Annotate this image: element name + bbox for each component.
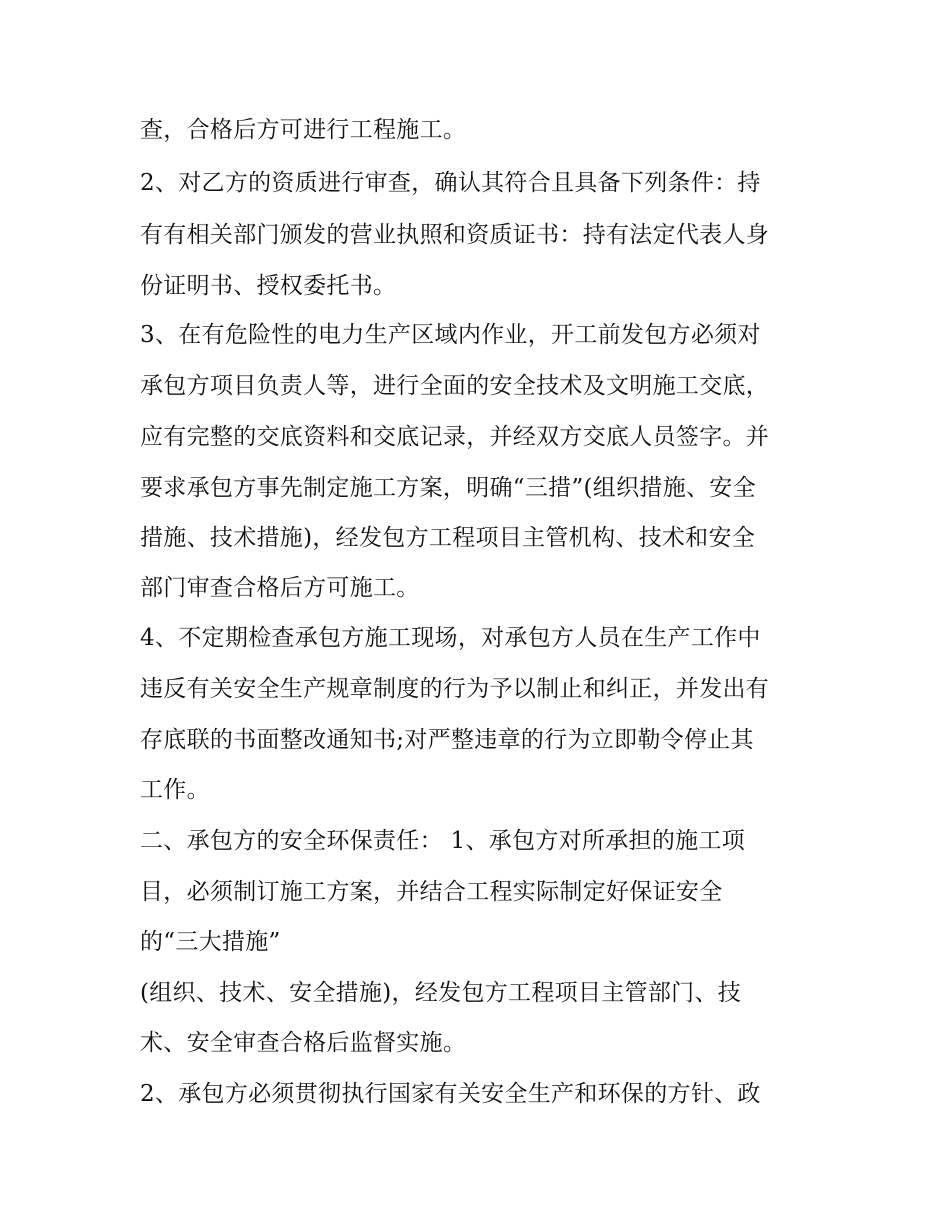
text-line: 措施、技术措施)，经发包方工程项目主管机构、技术和安全 <box>140 525 756 551</box>
text-line: 查，合格后方可进行工程施工。 <box>140 117 467 143</box>
text-line: 份证明书、授权委托书。 <box>140 273 397 299</box>
text-line: 目，必须制订施工方案，并结合工程实际制定好保证安全 <box>140 879 723 905</box>
text-line: (组织、技术、安全措施)，经发包方工程项目主管部门、技 <box>140 980 742 1006</box>
text-line: 3、在有危险性的电力生产区域内作业，开工前发包方必须对 <box>140 322 761 348</box>
text-line: 应有完整的交底资料和交底记录，并经双方交底人员签字。并 <box>140 424 770 450</box>
text-line: 存底联的书面整改通知书;对严整违章的行为立即勒令停止其 <box>140 727 754 753</box>
text-line: 承包方项目负责人等，进行全面的安全技术及文明施工交底， <box>140 373 770 399</box>
text-line: 2、对乙方的资质进行审查，确认其符合且具备下列条件：持 <box>140 170 761 196</box>
text-line: 4、不定期检查承包方施工现场，对承包方人员在生产工作中 <box>140 625 761 651</box>
text-line: 术、安全审查合格后监督实施。 <box>140 1030 467 1056</box>
text-line: 二、承包方的安全环保责任： 1、承包方对所承担的施工项 <box>140 828 746 854</box>
text-line: 工作。 <box>140 777 210 803</box>
text-line: 的“三大措施” <box>140 929 281 955</box>
text-line: 部门审查合格后方可施工。 <box>140 575 420 601</box>
text-line: 2、承包方必须贯彻执行国家有关安全生产和环保的方针、政 <box>140 1081 761 1107</box>
text-line: 违反有关安全生产规章制度的行为予以制止和纠正，并发出有 <box>140 676 770 702</box>
text-line: 要求承包方事先制定施工方案，明确“三措”(组织措施、安全 <box>140 475 756 501</box>
text-line: 有有相关部门颁发的营业执照和资质证书：持有法定代表人身 <box>140 222 770 248</box>
